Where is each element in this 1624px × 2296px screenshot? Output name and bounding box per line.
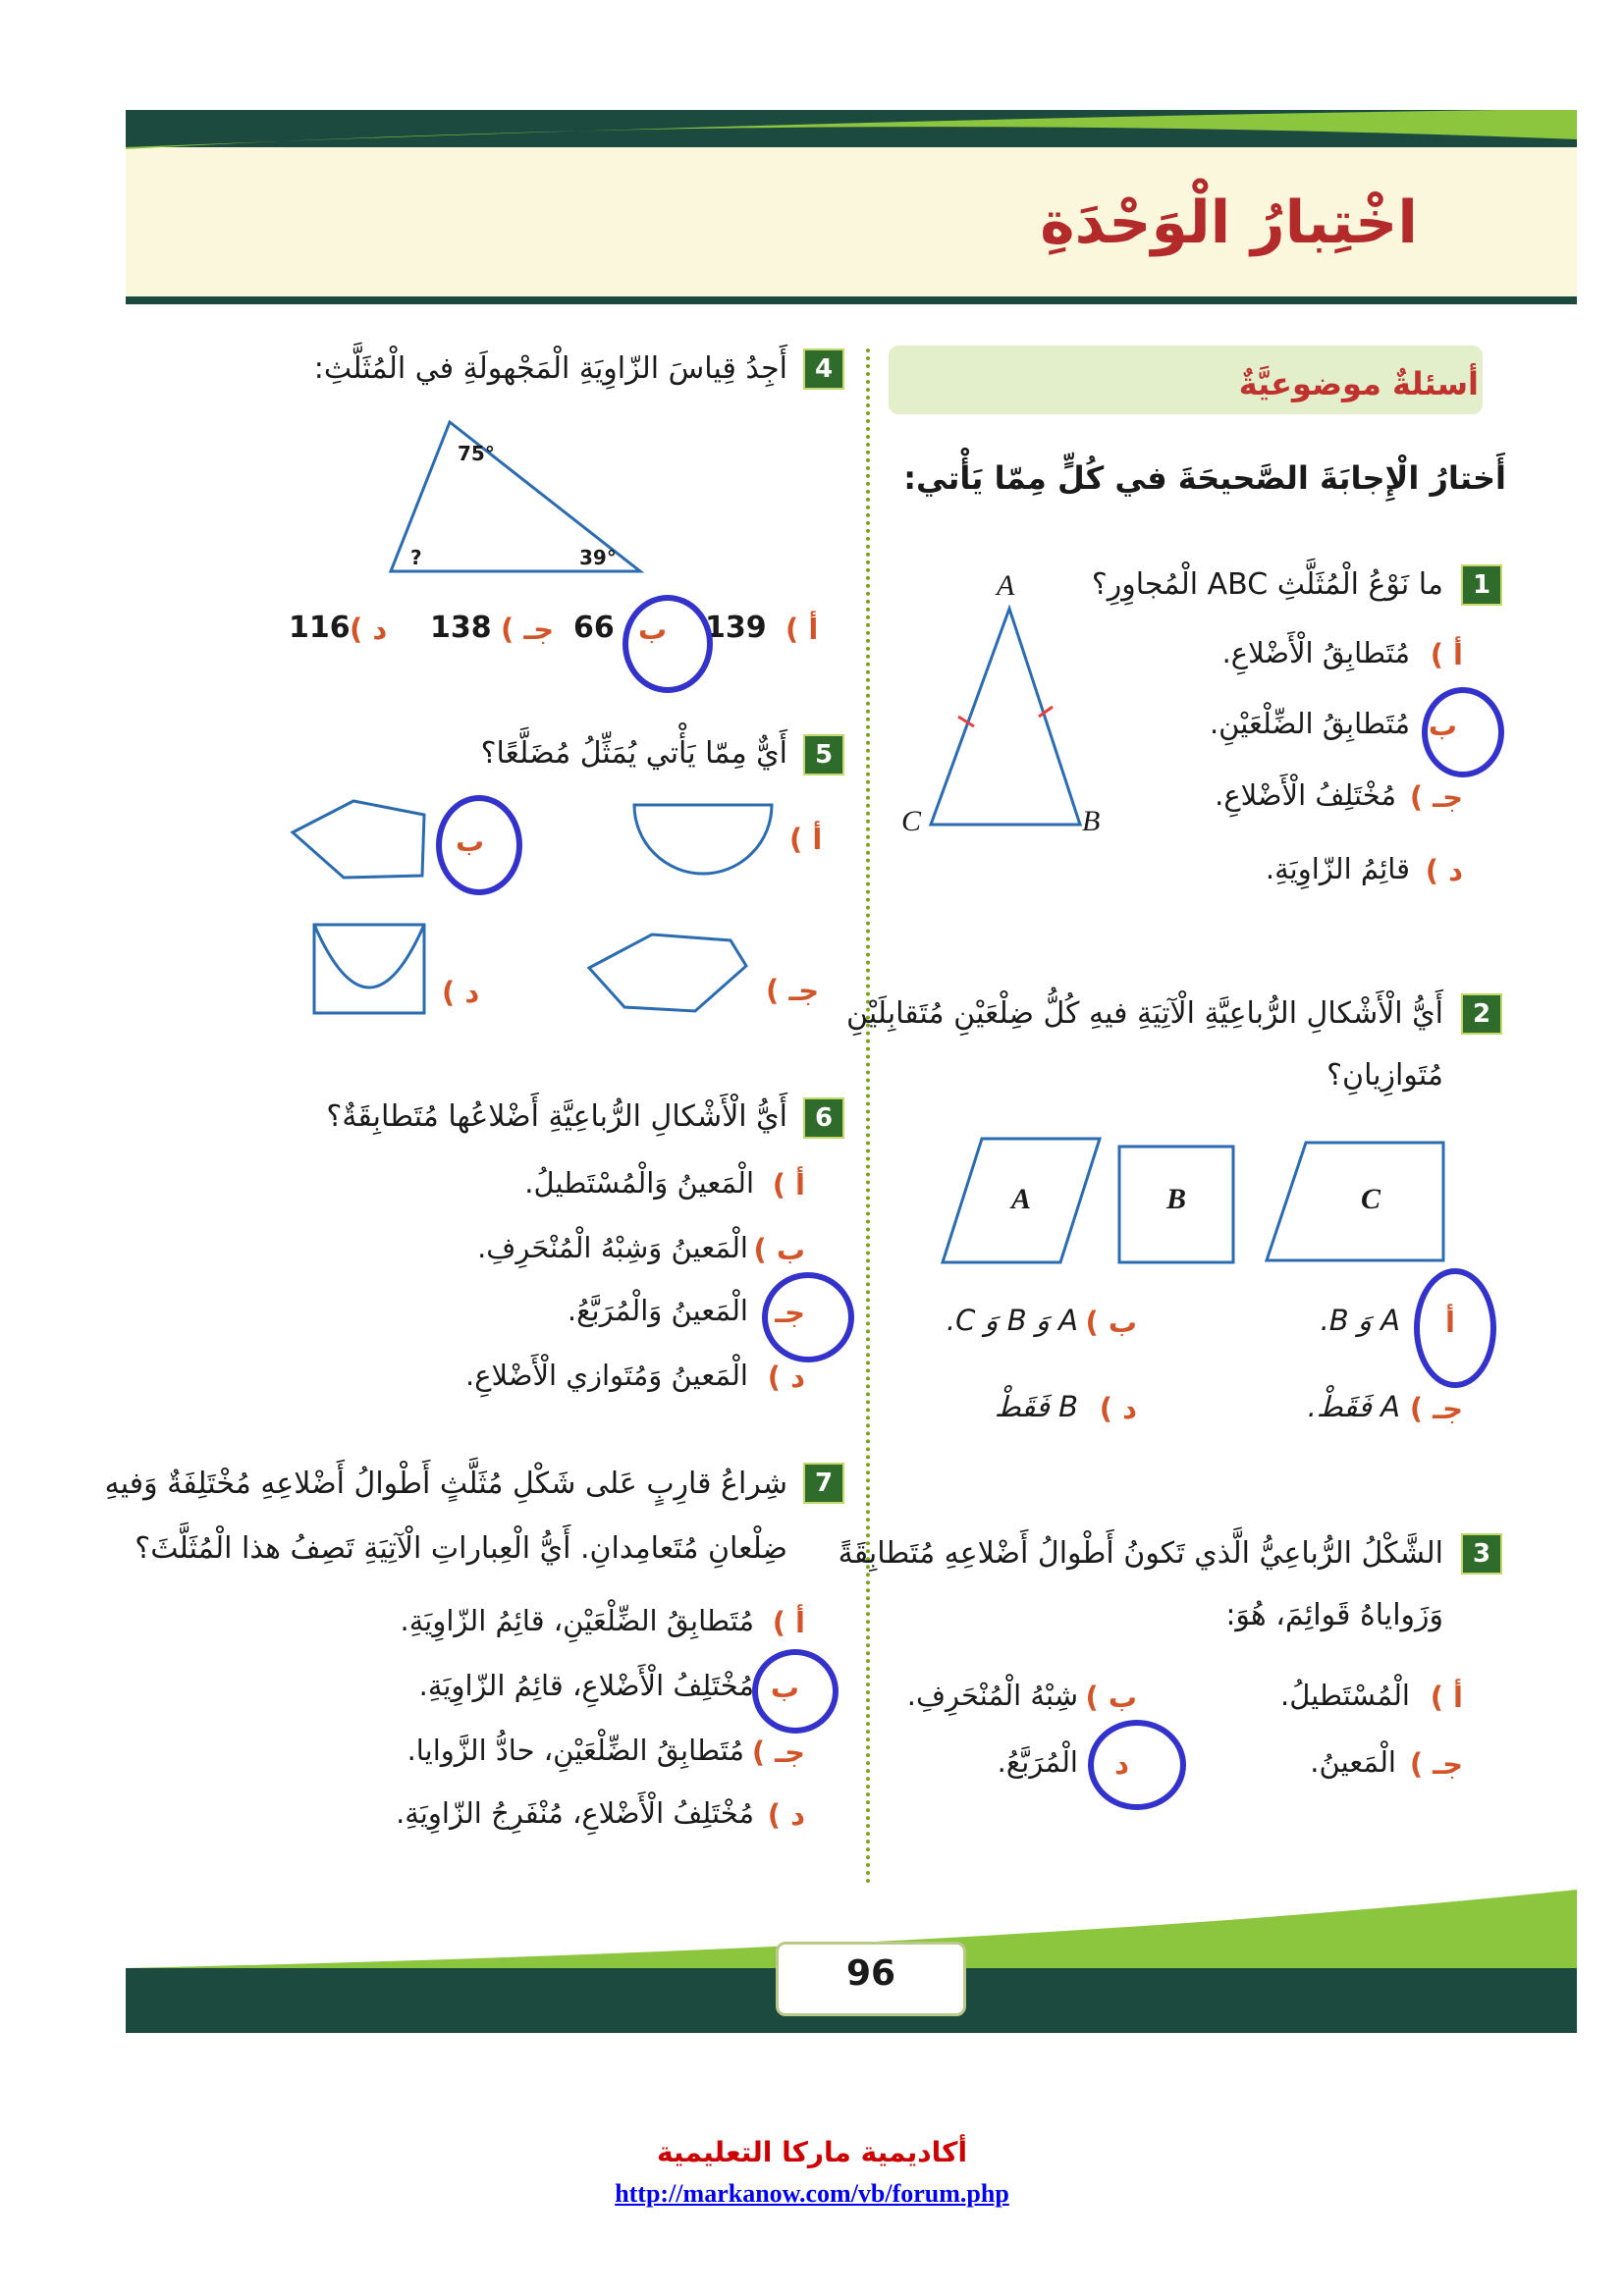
triangle-angles-figure xyxy=(383,412,658,579)
q4-option-d-letter[interactable]: د ) xyxy=(350,613,388,646)
q7-option-a-letter[interactable]: أ ) xyxy=(772,1606,805,1639)
question-number-1: 1 xyxy=(1461,564,1502,606)
question-number-3: 3 xyxy=(1461,1533,1502,1575)
q7-option-a-text[interactable]: مُتَطابِقُ الضِّلْعَيْنِ، قائِمُ الزّاوِيَةِ. xyxy=(400,1604,754,1637)
shape-label-a: A xyxy=(1011,1183,1032,1215)
header-bottom-line xyxy=(126,296,1577,304)
q3-option-a-text[interactable]: الْمُسْتَطيلُ. xyxy=(1279,1679,1410,1712)
q4-option-d-value[interactable]: 116 xyxy=(289,611,351,645)
q4-option-b-letter[interactable]: ب xyxy=(638,613,668,646)
watermark-name: أكاديمية ماركا التعليمية xyxy=(656,2136,968,2168)
q3-option-c-text[interactable]: الْمَعينُ. xyxy=(1310,1745,1396,1779)
polygon-options-figure xyxy=(285,785,805,1031)
q7-option-c-text[interactable]: مُتَطابِقُ الضِّلْعَيْنِ، حادُّ الزَّوايا. xyxy=(406,1734,744,1767)
q4-option-c-letter[interactable]: جـ ) xyxy=(501,613,555,646)
q1-option-a-text[interactable]: مُتَطابِقُ الْأَضْلاعِ. xyxy=(1221,636,1410,669)
answer-circle-q2 xyxy=(1414,1268,1496,1388)
question-7-line-2: ضِلْعانِ مُتَعامِدانِ. أَيُّ الْعِباراتِ الْآتِيَةِ تَصِفُ هذا الْمُثَلَّثَ؟ xyxy=(135,1531,787,1566)
question-2-line-2: مُتَوازِيانِ؟ xyxy=(1326,1058,1443,1093)
q6-option-a-letter[interactable]: أ ) xyxy=(772,1168,805,1201)
vertex-label-a: A xyxy=(997,569,1015,602)
header-green-swoosh xyxy=(126,110,1577,169)
q3-option-c-letter[interactable]: جـ ) xyxy=(1409,1747,1463,1781)
q4-option-a-letter[interactable]: أ ) xyxy=(785,613,819,646)
q5-option-d-letter[interactable]: د ) xyxy=(442,976,480,1009)
q3-option-b-text[interactable]: شِبْهُ الْمُنْحَرِفِ. xyxy=(906,1679,1078,1712)
q7-option-d-text[interactable]: مُخْتَلِفُ الْأَضْلاعِ، مُنْفَرِجُ الزّاوِيَةِ. xyxy=(396,1796,754,1830)
triangle-abc-figure xyxy=(923,569,1119,844)
q2-option-d-text[interactable]: B فَقَطْ xyxy=(994,1390,1078,1423)
q6-option-d-letter[interactable]: د ) xyxy=(767,1361,805,1394)
watermark-link[interactable]: http://markanow.com/vb/forum.php xyxy=(615,2179,1009,2208)
q1-option-c-text[interactable]: مُخْتَلِفُ الْأَضْلاعِ. xyxy=(1215,778,1396,812)
question-3-line-2: وَزَواياهُ قَوائِمَ، هُوَ: xyxy=(1225,1598,1443,1632)
q6-option-b-text[interactable]: الْمَعينُ وَشِبْهُ الْمُنْحَرِفِ. xyxy=(477,1231,748,1264)
page-number: 96 xyxy=(845,1953,896,1994)
question-1-text: ما نَوْعُ الْمُثَلَّثِ ABC الْمُجاوِرِ؟ xyxy=(1091,567,1443,602)
q7-option-c-letter[interactable]: جـ ) xyxy=(751,1735,805,1769)
q6-option-b-letter[interactable]: ب ) xyxy=(753,1233,805,1266)
question-number-7: 7 xyxy=(803,1463,844,1504)
page-title: اخْتِبارُ الْوَحْدَةِ xyxy=(1040,188,1418,257)
q2-option-b-letter[interactable]: ب ) xyxy=(1085,1306,1137,1339)
q6-option-a-text[interactable]: الْمَعينُ وَالْمُسْتَطيلُ. xyxy=(524,1166,754,1200)
q2-option-c-text[interactable]: A فَقَطْ. xyxy=(1307,1390,1400,1423)
question-3-line-1: الشَّكْلُ الرُّباعِيُّ الَّذي تَكونُ أَطْوالُ أَضْلاعِهِ مُتَطابِقَةً xyxy=(838,1536,1443,1571)
q2-option-d-letter[interactable]: د ) xyxy=(1099,1392,1137,1425)
q1-option-b-text[interactable]: مُتَطابِقُ الضِّلْعَيْنِ. xyxy=(1209,707,1410,740)
vertex-label-b: B xyxy=(1082,805,1101,837)
q7-option-b-text[interactable]: مُخْتَلِفُ الْأَضْلاعِ، قائِمُ الزّاوِيَةِ. xyxy=(418,1669,754,1702)
q4-option-a-value[interactable]: 139 xyxy=(705,611,767,645)
q1-option-d-letter[interactable]: د ) xyxy=(1425,854,1463,887)
question-number-5: 5 xyxy=(803,734,844,775)
q4-option-b-value[interactable]: 66 xyxy=(573,611,615,645)
angle-top-label: 75° xyxy=(458,442,495,465)
q2-option-a-text[interactable]: A وَ B. xyxy=(1320,1304,1400,1337)
q2-option-c-letter[interactable]: جـ ) xyxy=(1409,1392,1463,1425)
question-4-text: أَجِدُ قِياسَ الزّاوِيَةِ الْمَجْهولَةِ في الْمُثَلَّثِ: xyxy=(313,351,787,386)
question-number-4: 4 xyxy=(803,348,844,390)
q3-option-b-letter[interactable]: ب ) xyxy=(1085,1681,1137,1714)
q1-option-b-letter[interactable]: ب xyxy=(1428,709,1457,742)
answer-circle-q3 xyxy=(1088,1720,1186,1810)
q2-option-a-letter[interactable]: أ xyxy=(1445,1306,1455,1339)
instruction-text: أَختارُ الْإِجابَةَ الصَّحيحَةَ في كُلٍّ مِمّا يَأْتي: xyxy=(903,459,1506,497)
question-number-2: 2 xyxy=(1461,993,1502,1035)
q6-option-d-text[interactable]: الْمَعينُ وَمُتَوازي الْأَضْلاعِ. xyxy=(465,1359,748,1392)
q5-option-c-letter[interactable]: جـ ) xyxy=(766,974,820,1007)
q1-option-a-letter[interactable]: أ ) xyxy=(1430,638,1463,671)
q1-option-c-letter[interactable]: جـ ) xyxy=(1409,780,1463,814)
vertex-label-c: C xyxy=(901,805,922,837)
angle-right-label: 39° xyxy=(579,546,617,569)
q2-option-b-text[interactable]: A وَ B وَ C. xyxy=(946,1304,1078,1337)
q6-option-c-letter[interactable]: جـ xyxy=(775,1296,805,1329)
question-2-line-1: أَيُّ الْأَشْكالِ الرُّباعِيَّةِ الْآتِيَةِ فيهِ كُلُّ ضِلْعَيْنِ مُتَقابِلَيْنِ xyxy=(846,996,1443,1031)
q7-option-b-letter[interactable]: ب xyxy=(770,1671,799,1704)
q3-option-d-text[interactable]: الْمُرَبَّعُ. xyxy=(997,1745,1078,1779)
q4-option-c-value[interactable]: 138 xyxy=(430,611,492,645)
answer-circle-q4 xyxy=(623,595,713,693)
shape-label-c: C xyxy=(1361,1183,1381,1215)
q6-option-c-text[interactable]: الْمَعينُ وَالْمُرَبَّعُ. xyxy=(567,1294,748,1327)
angle-left-label: ? xyxy=(410,546,422,569)
shape-label-b: B xyxy=(1166,1183,1187,1215)
question-number-6: 6 xyxy=(803,1097,844,1139)
column-divider xyxy=(866,348,870,1885)
question-5-text: أَيٌّ مِمّا يَأْتي يُمَثِّلُ مُضَلَّعًا؟ xyxy=(480,736,787,771)
q5-option-b-letter[interactable]: ب xyxy=(456,825,485,858)
q5-option-a-letter[interactable]: أ ) xyxy=(789,823,823,856)
q3-option-d-letter[interactable]: د xyxy=(1114,1747,1129,1781)
question-6-text: أَيُّ الْأَشْكالِ الرُّباعِيَّةِ أَضْلاعُها مُتَطابِقَةٌ؟ xyxy=(326,1099,787,1134)
section-title: أسئلةٌ موضوعيَّةٌ xyxy=(1238,365,1479,402)
q1-option-d-text[interactable]: قائِمُ الزّاوِيَةِ. xyxy=(1265,852,1410,885)
q7-option-d-letter[interactable]: د ) xyxy=(767,1798,805,1832)
question-7-line-1: شِراعُ قارِبٍ عَلى شَكْلِ مُثَلَّثٍ أَطْوالُ أَضْلاعِهِ مُخْتَلِفَةٌ وَفيهِ xyxy=(104,1467,787,1501)
q3-option-a-letter[interactable]: أ ) xyxy=(1430,1681,1463,1714)
